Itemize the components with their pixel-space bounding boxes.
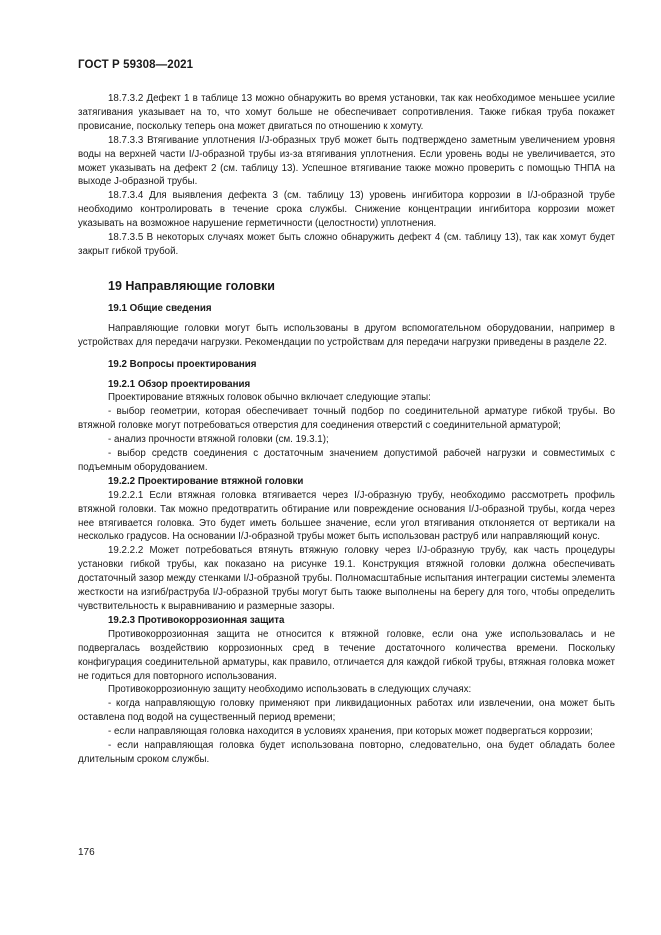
paragraph: 18.7.3.4 Для выявления дефекта 3 (см. таблицу 13) уровень ингибитора коррозии в I/J-образной трубе необходимо контролировать в течение срока службы. Снижение концентрации ингибитора коррозии может указывать на возможное нарушение герметичности (целостности) уплотнения. bbox=[78, 190, 615, 230]
paragraph: Противокоррозионная защита не относится к втяжной головке, если она уже использовалась и не подвергалась воздействию коррозионных сред в течение достаточного количества времени. Поскольку конфигурация соединительной арматуры, как правило, отличается для каждой гибкой трубы, втяжная головка может не годиться для повторного использования. bbox=[78, 628, 615, 682]
paragraph: - выбор геометрии, которая обеспечивает точный подбор по соединительной арматуре гибкой трубы. Во втяжной головке могут потребоваться отверстия для соединения отверстий с соединительной арматурой; bbox=[78, 406, 615, 432]
paragraph: - когда направляющую головку применяют при ликвидационных работах или извлечении, она может быть оставлена под водой на существенный период времени; bbox=[78, 698, 615, 724]
clause-heading: 19.2.2 Проектирование втяжной головки bbox=[108, 475, 304, 487]
paragraph: Противокоррозионную защиту необходимо использовать в следующих случаях: bbox=[108, 684, 472, 696]
paragraph: Направляющие головки могут быть использованы в другом вспомогательном оборудовании, например в устройствах для передачи нагрузки. Рекомендации по устройствам для передачи нагрузки приведены в разделе 22. bbox=[78, 322, 615, 348]
document-header: ГОСТ Р 59308—2021 bbox=[78, 59, 194, 71]
page-number: 176 bbox=[78, 847, 95, 858]
paragraph: 19.2.2.2 Может потребоваться втянуть втяжную головку через I/J-образную трубу, как часть процедуры установки гибкой трубы, как показано на рисунке 19.1. Конструкция втяжной головки должна обеспечивать достаточный зазор между стенками I/J-образной трубы. Полномасштабные испытания интеграции системы элемента жесткости на изгиб/раструба I/J-образной трубы могут быть также выполнены на берегу для того, чтобы определить чувствительность к выравниванию и размерные зазоры. bbox=[78, 545, 615, 612]
section-heading: 19 Направляющие головки bbox=[108, 278, 275, 293]
subsection-heading: 19.1 Общие сведения bbox=[108, 302, 212, 314]
subsection-heading: 19.2 Вопросы проектирования bbox=[108, 358, 257, 370]
paragraph: - если направляющая головка находится в условиях хранения, при которых может подвергаться коррозии; bbox=[108, 726, 593, 738]
paragraph: - выбор средств соединения с достаточным значением допустимой рабочей нагрузки и совместимых с подъемным оборудованием. bbox=[78, 448, 615, 473]
document-body bbox=[78, 92, 615, 767]
paragraph: 18.7.3.3 Втягивание уплотнения I/J-образных труб может быть подтверждено заметным увеличением уровня воды на верхней части I/J-образной трубы из-за втягивания уплотнения. Если уровень воды не увеличивается, это может указывать на дефект 2 (см. таблицу 13). Успешное втягивание также можно проверить с помощью ТНПА на выходе J-образной трубы. bbox=[78, 134, 615, 188]
clause-heading: 19.2.3 Противокоррозионная защита bbox=[108, 614, 285, 626]
paragraph: 18.7.3.2 Дефект 1 в таблице 13 можно обнаружить во время установки, так как необходимое меньшее усилие затягивания указывает на то, что хомут больше не обеспечивает сопротивления. Также гибкая труба покажет провисание, поскольку теперь она может двигаться по отношению к хомуту. bbox=[78, 93, 615, 132]
paragraph: Проектирование втяжных головок обычно включает следующие этапы: bbox=[108, 392, 431, 404]
clause-heading: 19.2.1 Обзор проектирования bbox=[108, 378, 251, 390]
paragraph: 18.7.3.5 В некоторых случаях может быть сложно обнаружить дефект 4 (см. таблицу 13), так как хомут будет закрыт гибкой трубой. bbox=[78, 232, 615, 257]
paragraph: 19.2.2.1 Если втяжная головка втягивается через I/J-образную трубу, необходимо рассмотреть профиль втяжной головки. Так можно предотвратить обтирание или повреждение основания I/J-образной трубы, когда через нее втягивается головка. Это будет иметь большее значение, если угол втягивания отклоняется от вертикали на несколько градусов. На основании I/J-образной трубы может быть использован раструб или направляющий конус. bbox=[78, 489, 615, 543]
paragraph: - если направляющая головка будет использована повторно, следовательно, она будет обладать более длительным сроком службы. bbox=[78, 740, 615, 765]
paragraph: - анализ прочности втяжной головки (см. 19.3.1); bbox=[108, 434, 329, 446]
